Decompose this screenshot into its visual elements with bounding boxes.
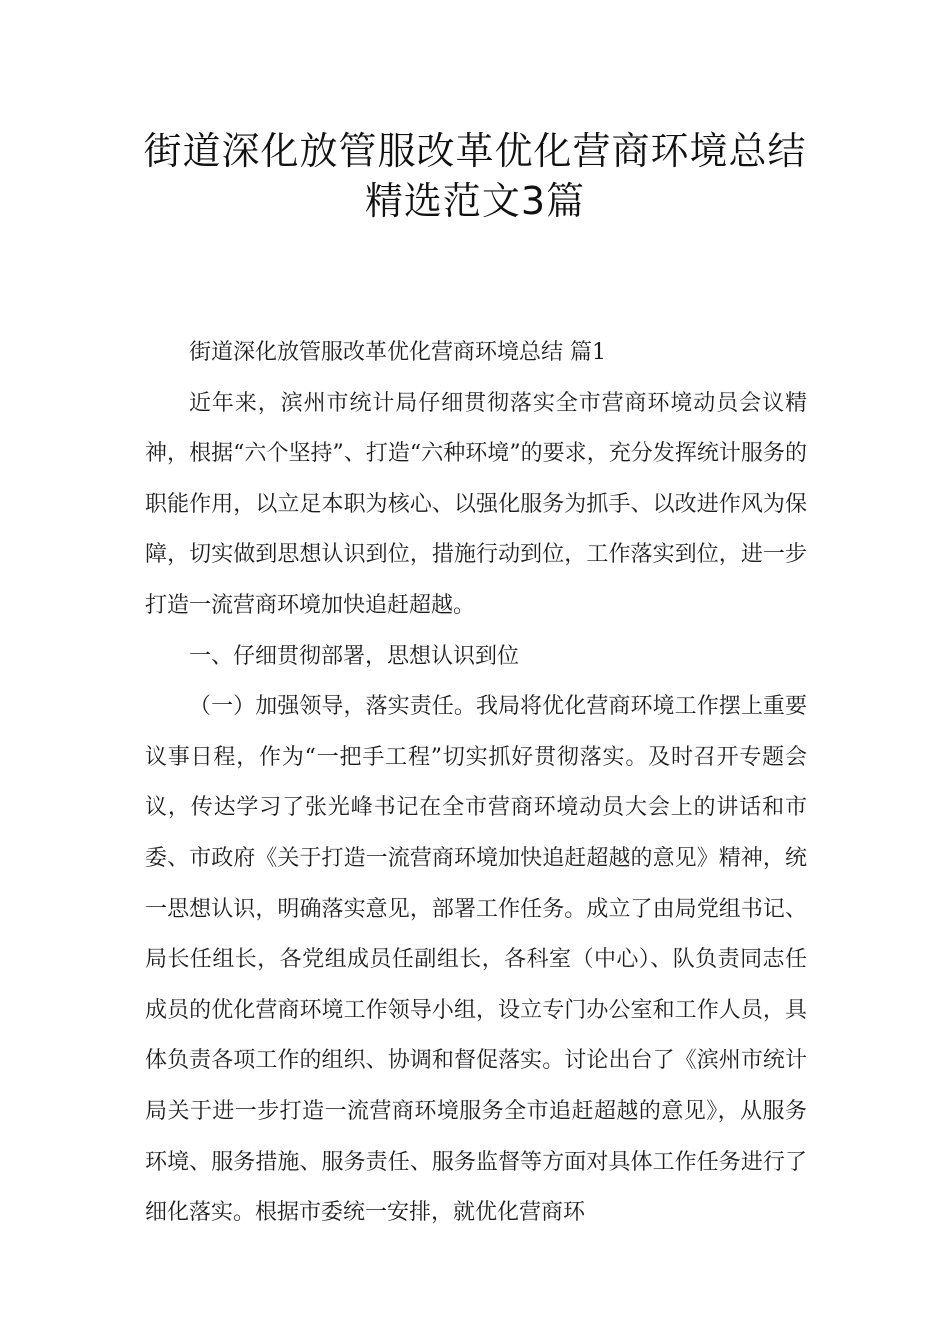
- paragraph-leadership: （一）加强领导，落实责任。我局将优化营商环境工作摆上重要议事日程，作为“一把手工程”切实抓好贯彻落实。及时召开专题会议，传达学习了张光峰书记在全市营商环境动员大会上的讲话和市委、市政府《关于打造一流营商环境加快追赶超越的意见》精神，统一思想认识，明确落实意见，部署工作任务。成立了由局党组书记、局长任组长，各党组成员任副组长，各科室（中心）、队负责同志任成员的优化营商环境工作领导小组，设立专门办公室和工作人员，具体负责各项工作的组织、协调和督促落实。讨论出台了《滨州市统计局关于进一步打造一流营商环境服务全市追赶超越的意见》，从服务环境、服务措施、服务责任、服务监督等方面对具体工作任务进行了细化落实。根据市委统一安排，就优化营商环: [145, 694, 807, 1226]
- section-heading: 街道深化放管服改革优化营商环境总结 篇1: [189, 340, 606, 365]
- paragraph-intro: 近年来，滨州市统计局仔细贯彻落实全市营商环境动员会议精神，根据“六个坚持”、打造“六种环境”的要求，充分发挥统计服务的职能作用，以立足本职为核心、以强化服务为抓手、以改进作风为保障，切实做到思想认识到位，措施行动到位，工作落实到位，进一步打造一流营商环境加快追赶超越。: [145, 390, 807, 618]
- document-title: [0, 126, 950, 226]
- title-line-2: 精选范文3篇: [364, 179, 586, 223]
- document-body: [145, 328, 807, 1239]
- title-line-1: 街道深化放管服改革优化营商环境总结: [143, 129, 807, 173]
- subheading-one: 一、仔细贯彻部署，思想认识到位: [189, 643, 520, 669]
